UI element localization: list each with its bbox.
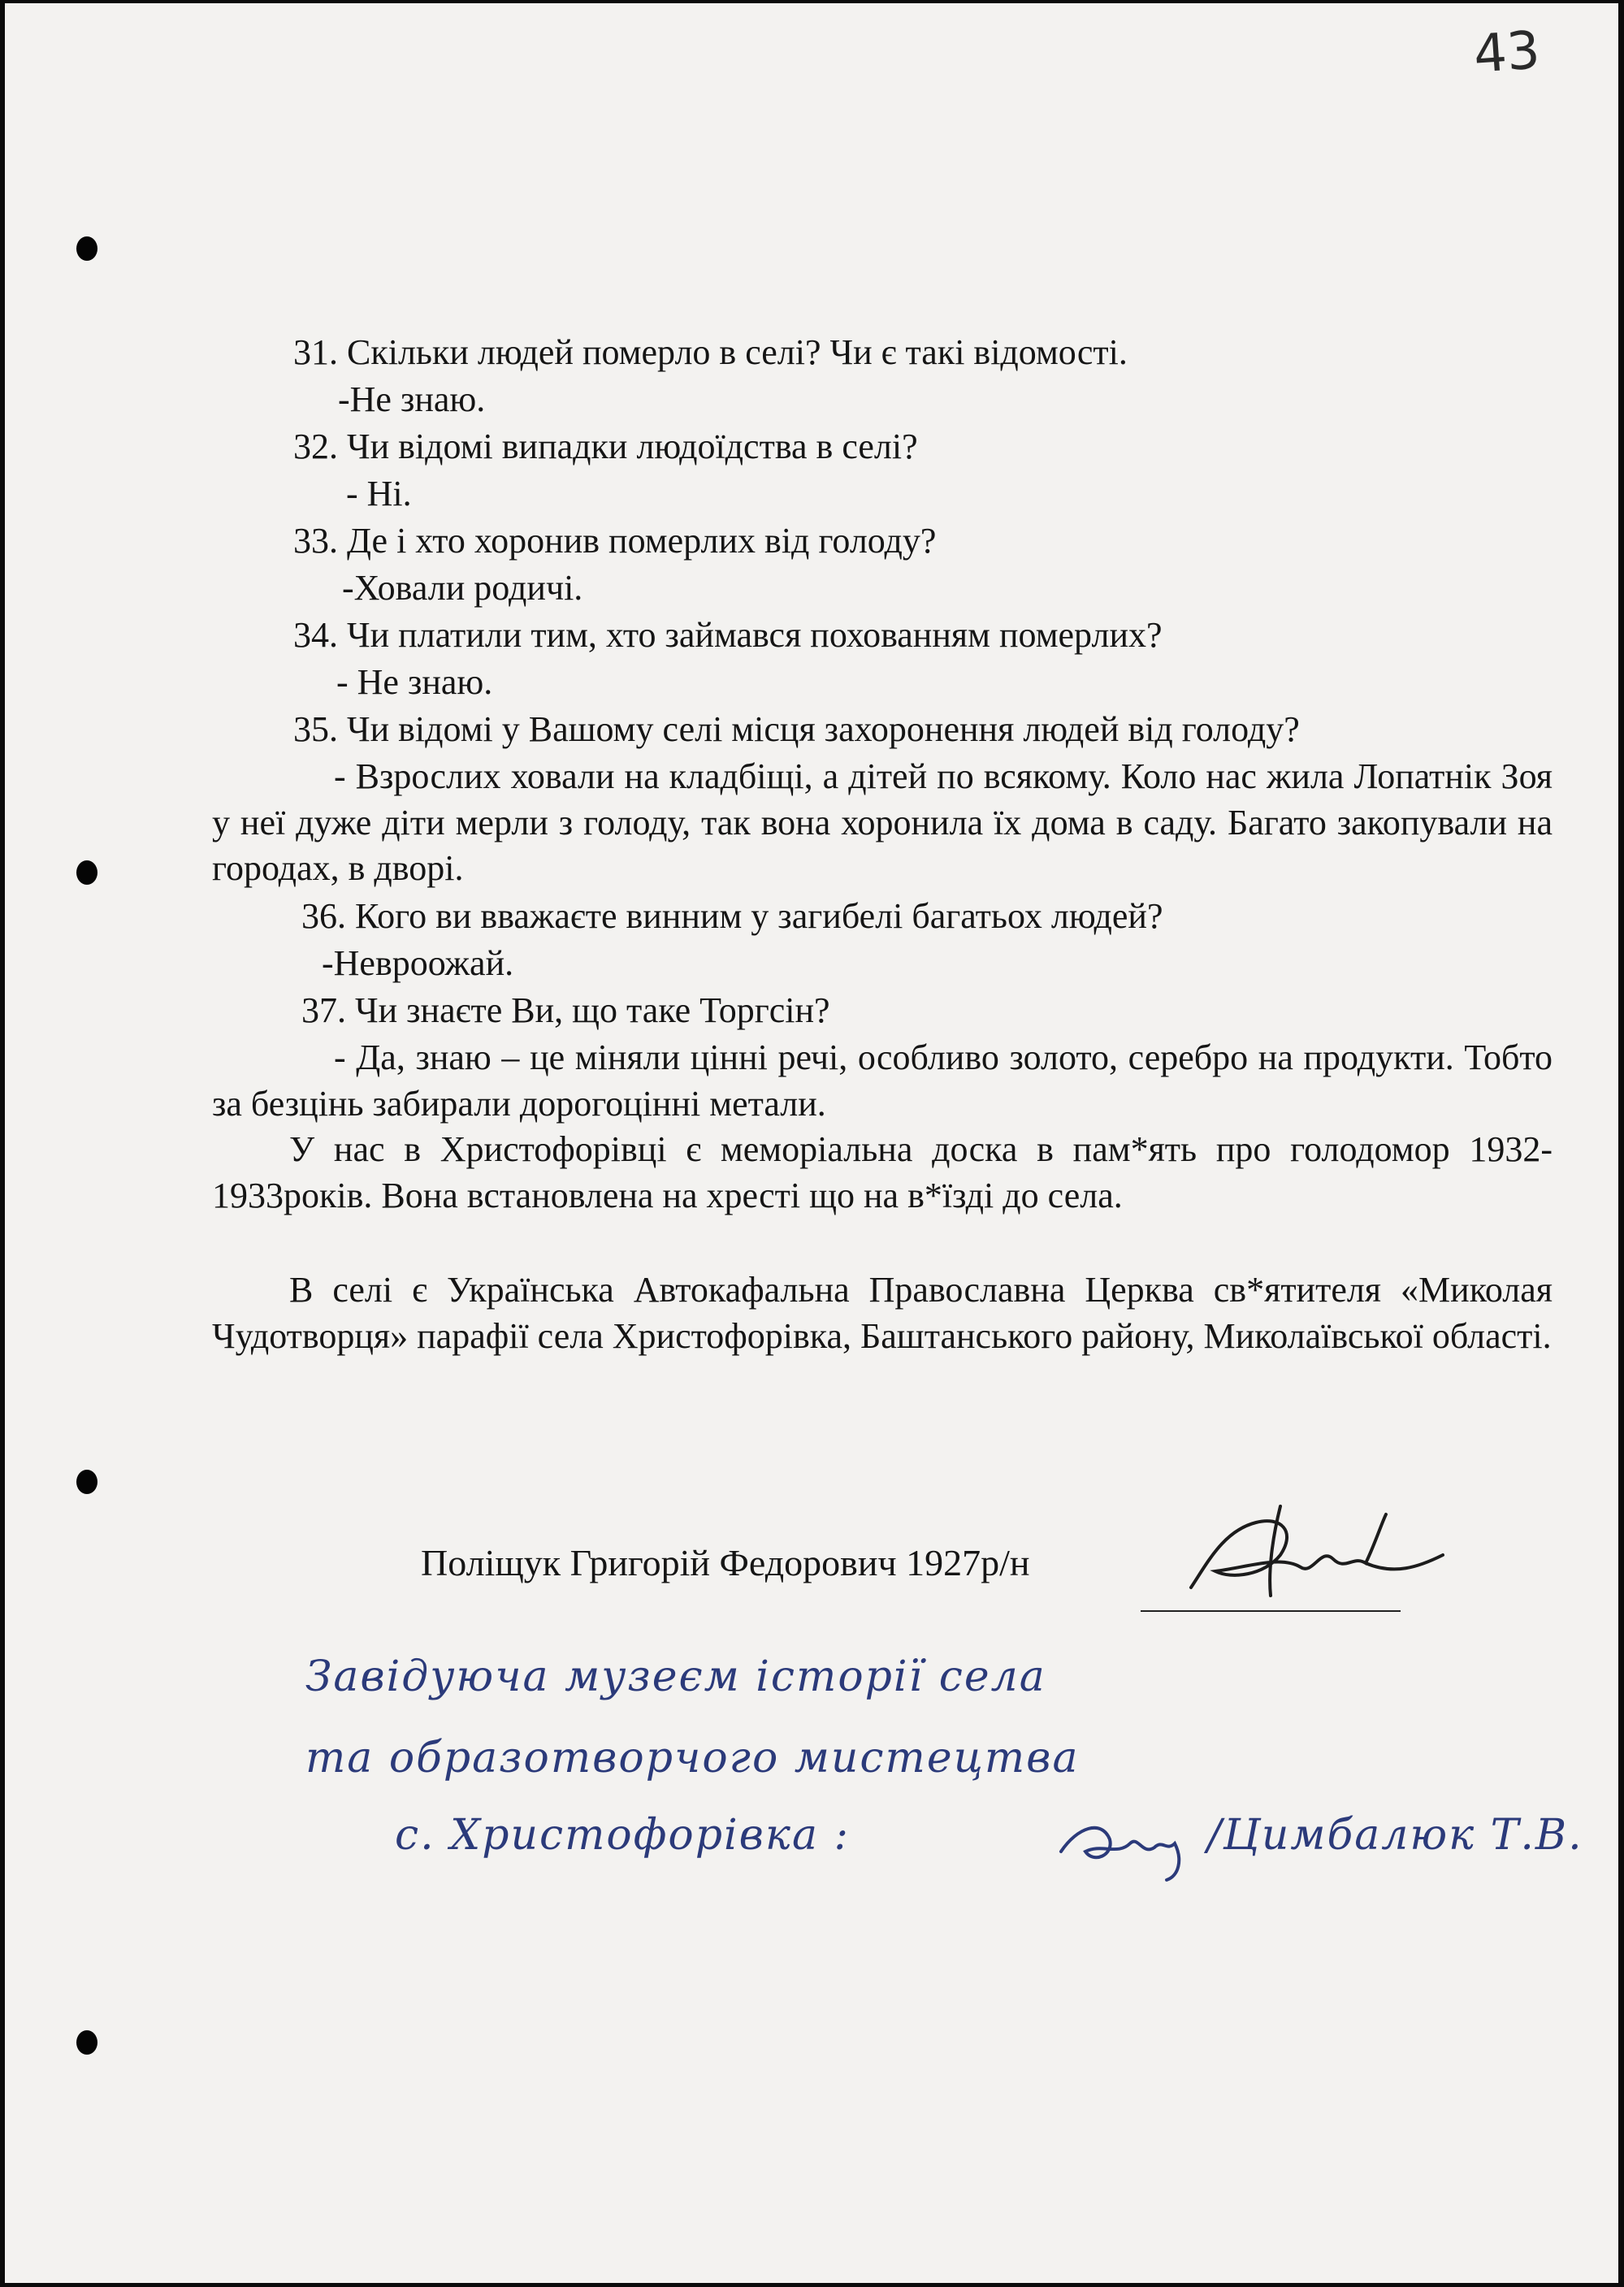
question-37: 37. Чи знаєте Ви, що таке Торгсін? — [301, 990, 830, 1030]
punch-hole — [76, 860, 97, 885]
document-page — [5, 3, 1618, 2283]
respondent-name: Поліщук Григорій Федорович 1927р/н — [421, 1542, 1030, 1583]
curator-note-line-1: Завідуюча музеєм історії села — [305, 1652, 1046, 1701]
church-paragraph: В селі є Українська Автокафальна Православна Церква св*ятителя «Миколая Чудотворця» парафії села Христофорівка, Баштанського району, Миколаївської області. — [212, 1270, 1553, 1356]
answer-36: -Невроожай. — [322, 943, 514, 983]
curator-signature — [1045, 1795, 1207, 1884]
question-32: 32. Чи відомі випадки людоїдства в селі? — [293, 427, 918, 466]
question-33: 33. Де і хто хоронив померлих від голоду? — [293, 521, 937, 561]
answer-34: - Не знаю. — [336, 662, 493, 702]
answer-31: -Не знаю. — [338, 379, 486, 419]
punch-hole — [76, 2030, 97, 2055]
curator-note-line-2: та образотворчого мистецтва — [305, 1734, 1080, 1782]
question-35: 35. Чи відомі у Вашому селі місця захоронення людей від голоду? — [293, 709, 1300, 749]
punch-hole — [76, 236, 97, 261]
memorial-paragraph: У нас в Христофорівці є меморіальна доска в пам*ять про голодомор 1932-1933років. Вона встановлена на хресті що на в*їзді до села. — [212, 1129, 1553, 1215]
answer-33: -Ховали родичі. — [342, 568, 583, 608]
curator-note-line-3: с. Христофорівка : — [395, 1811, 851, 1860]
question-36: 36. Кого ви вважаєте винним у загибелі багатьох людей? — [301, 896, 1163, 936]
question-34: 34. Чи платили тим, хто займався похованням померлих? — [293, 615, 1163, 655]
answer-32: - Ні. — [346, 474, 412, 513]
page-number: 43 — [1471, 20, 1542, 85]
curator-name: /Цимбалюк Т.В. — [1207, 1811, 1583, 1860]
answer-37: - Да, знаю – це міняли цінні речі, особливо золото, серебро на продукти. Тобто за безцінь забирали дорогоцінні метали. — [212, 1037, 1553, 1124]
respondent-signature — [1158, 1498, 1451, 1612]
question-31: 31. Скільки людей померло в селі? Чи є такі відомості. — [293, 332, 1128, 372]
answer-35: - Взрослих ховали на кладбіщі, а дітей по всякому. Коло нас жила Лопатнік Зоя у неї дуже діти мерли з голоду, так вона хоронила їх дома в саду. Багато закопували на городах, в дворі. — [212, 756, 1553, 888]
punch-hole — [76, 1470, 97, 1494]
